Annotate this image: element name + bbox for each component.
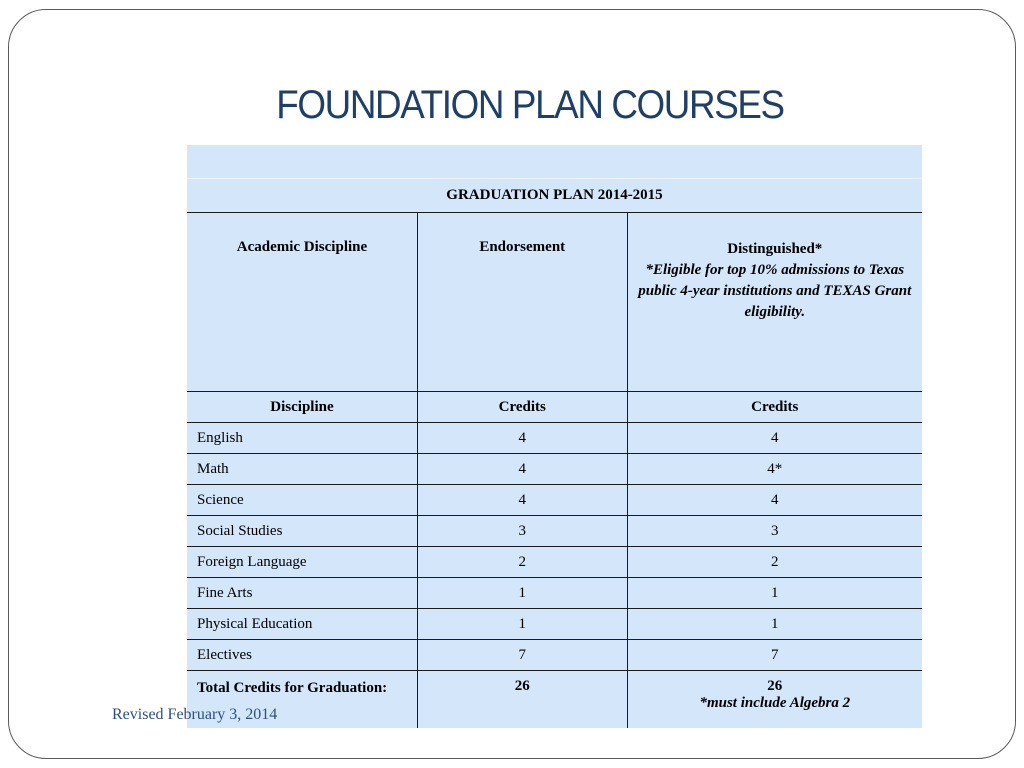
endorsement-credits-cell: 3 xyxy=(417,516,627,547)
discipline-cell: Fine Arts xyxy=(187,578,417,609)
discipline-cell: Science xyxy=(187,485,417,516)
distinguished-credits-cell: 4 xyxy=(627,423,922,454)
distinguished-credits-cell: 3 xyxy=(627,516,922,547)
endorsement-credits-cell: 4 xyxy=(417,454,627,485)
distinguished-credits-cell: 7 xyxy=(627,640,922,671)
distinguished-credits-cell: 1 xyxy=(627,578,922,609)
endorsement-credits-cell: 2 xyxy=(417,547,627,578)
header-row xyxy=(187,213,922,392)
header-distinguished-label: Distinguished* xyxy=(727,241,823,257)
total-distinguished-note: *must include Algebra 2 xyxy=(699,695,851,711)
endorsement-credits-cell: 4 xyxy=(417,485,627,516)
table-row xyxy=(187,423,922,454)
distinguished-credits-cell: 4 xyxy=(627,485,922,516)
table-row xyxy=(187,640,922,671)
table-row xyxy=(187,485,922,516)
discipline-cell: English xyxy=(187,423,417,454)
distinguished-credits-cell: 1 xyxy=(627,609,922,640)
table-row xyxy=(187,578,922,609)
total-distinguished-cell xyxy=(627,671,922,729)
table-row xyxy=(187,547,922,578)
endorsement-credits-cell: 4 xyxy=(417,423,627,454)
discipline-cell: Electives xyxy=(187,640,417,671)
endorsement-credits-cell: 7 xyxy=(417,640,627,671)
plan-title-row xyxy=(187,179,922,213)
endorsement-credits-cell: 1 xyxy=(417,578,627,609)
table-row xyxy=(187,454,922,485)
header-distinguished xyxy=(627,213,922,392)
subheader-endorsement-credits: Credits xyxy=(417,392,627,423)
endorsement-credits-cell: 1 xyxy=(417,609,627,640)
discipline-cell: Foreign Language xyxy=(187,547,417,578)
total-label: Total Credits for Graduation: xyxy=(187,671,417,729)
discipline-cell: Physical Education xyxy=(187,609,417,640)
header-endorsement: Endorsement xyxy=(417,213,627,392)
graduation-plan-table xyxy=(187,145,922,728)
table-row xyxy=(187,516,922,547)
distinguished-credits-cell: 2 xyxy=(627,547,922,578)
discipline-cell: Social Studies xyxy=(187,516,417,547)
distinguished-credits-cell: 4* xyxy=(627,454,922,485)
plan-title: GRADUATION PLAN 2014-2015 xyxy=(187,179,922,213)
subheader-row xyxy=(187,392,922,423)
header-distinguished-note: *Eligible for top 10% admissions to Texas public 4-year institutions and TEXAS Grant eligibility. xyxy=(638,262,912,320)
table-top-band xyxy=(187,145,922,179)
total-row xyxy=(187,671,922,729)
total-distinguished-credits: 26 xyxy=(767,678,783,694)
header-academic-discipline: Academic Discipline xyxy=(187,213,417,392)
subheader-discipline: Discipline xyxy=(187,392,417,423)
discipline-cell: Math xyxy=(187,454,417,485)
subheader-distinguished-credits: Credits xyxy=(627,392,922,423)
slide-title: FOUNDATION PLAN COURSES xyxy=(276,83,784,127)
table-row xyxy=(187,609,922,640)
total-endorsement-credits: 26 xyxy=(417,671,627,729)
revision-date-footer: Revised February 3, 2014 xyxy=(112,706,278,723)
